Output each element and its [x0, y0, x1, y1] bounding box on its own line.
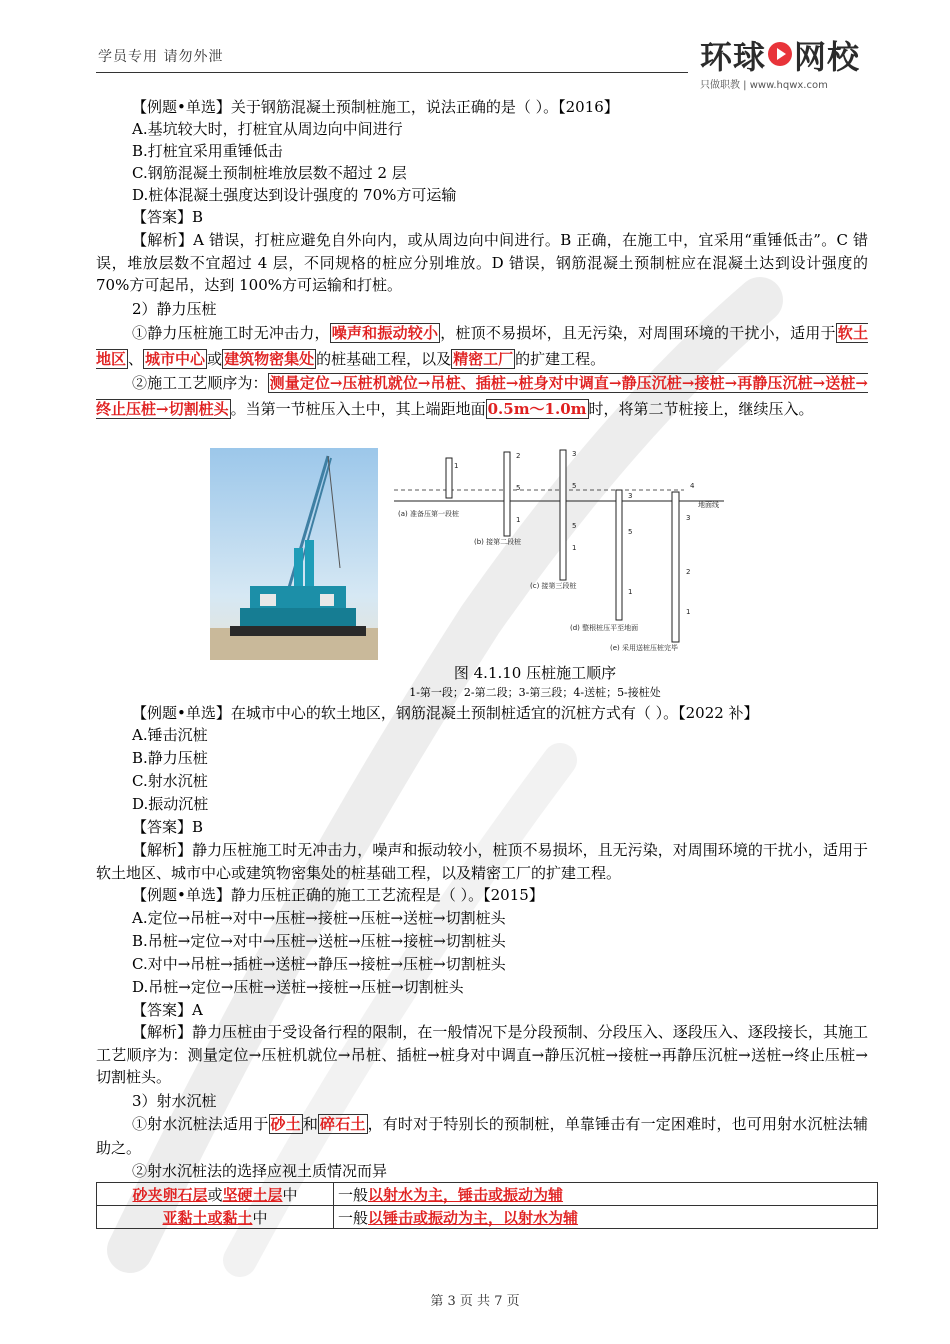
text-run: 一般	[338, 1185, 369, 1204]
table-cell-soil	[97, 1206, 334, 1229]
pile-c	[560, 450, 566, 580]
logo-text-left: 环球	[700, 38, 767, 76]
q1-option-c: C.钢筋混凝土预制桩堆放层数不超过 2 层	[132, 164, 407, 182]
text-run: ②施工工艺顺序为：	[132, 374, 268, 392]
step-label-c: (c) 接第三段桩	[530, 582, 577, 590]
label-e-1: 1	[686, 608, 691, 616]
text-run: 的桩基础工程，以及	[316, 350, 452, 368]
q1-title: 【例题•单选】关于钢筋混凝土预制桩施工，说法正确的是（ ）。【2016】	[132, 98, 619, 116]
q2-title: 【例题•单选】在城市中心的软土地区，钢筋混凝土预制桩适宜的沉桩方式有（ ）。【2022 补】	[132, 704, 759, 722]
text-run: 中	[282, 1185, 298, 1204]
highlight-sand: 砂土	[270, 1115, 301, 1133]
label-d-1: 1	[628, 588, 633, 596]
play-icon	[768, 42, 792, 66]
q3-title: 【例题•单选】静力压桩正确的施工工艺流程是（ ）。【2015】	[132, 886, 544, 904]
q2-answer: 【答案】B	[132, 818, 204, 836]
text-run: ，有时对于特别长的预制桩，单靠锤击有一定困难时，也可用射水沉桩法辅助之。	[96, 1115, 868, 1157]
soil-type: 砂夹卵石层	[132, 1185, 208, 1204]
label-c-5b: 5	[572, 522, 577, 530]
header-confidential-text: 学员专用 请勿外泄	[98, 49, 224, 65]
label-e-3: 3	[686, 514, 691, 522]
q2-option-a: A.锤击沉桩	[132, 726, 208, 744]
text-run: ①静力压桩施工时无冲击力，	[132, 324, 330, 342]
step-label-d: (d) 整根桩压平至地面	[570, 624, 639, 632]
table-row	[97, 1206, 878, 1229]
step-label-a: (a) 准备压第一段桩	[398, 510, 459, 518]
q1-analysis: 【解析】A 错误，打桩应避免自外向内，或从周边向中间进行。B 正确，在施工中，宜采用“重锤低击”。C 错误，堆放层数不宜超过 4 层，不同规格的桩应分别堆放。D 错误，钢筋混凝土预制桩应在混凝土达到设计强度的 70%方可起吊，达到 100%方可运输和打桩。	[96, 231, 868, 294]
q1-answer: 【答案】B	[132, 208, 204, 226]
soil-method-table	[96, 1182, 878, 1229]
highlight-gravel: 碎石土	[320, 1115, 366, 1133]
pile-b	[504, 452, 510, 536]
section2-paragraph-1	[96, 320, 868, 372]
text-run: 或	[207, 350, 223, 368]
label-c-5a: 5	[572, 482, 577, 490]
text-run: 、	[128, 350, 144, 368]
table-cell-method	[334, 1183, 878, 1206]
highlight-distance-range: 0.5m～1.0m	[487, 400, 587, 418]
table-cell-method	[334, 1206, 878, 1229]
step-label-b: (b) 接第二段桩	[474, 538, 522, 546]
q1-option-b: B.打桩宜采用重锤低击	[132, 142, 283, 160]
text-run: 中	[252, 1208, 268, 1227]
soil-type: 亚黏土或黏土	[162, 1208, 253, 1227]
label-e-4: 4	[690, 482, 695, 490]
text-run: ①射水沉桩法适用于	[132, 1115, 269, 1133]
pile-e	[672, 492, 679, 642]
section2-paragraph-2	[96, 370, 868, 422]
label-b-5: 5	[516, 484, 521, 492]
logo-tagline: 只做职教 | www.hqwx.com	[700, 80, 828, 91]
q3-analysis: 【解析】静力压桩由于受设备行程的限制，在一般情况下是分段预制、分段压入、逐段压入、逐段接长，其施工工艺顺序为：测量定位→压桩机就位→吊桩、插桩→桩身对中调直→静压沉桩→接桩→再静压沉桩→送桩→终止压桩→切割桩头。	[96, 1023, 868, 1086]
label-d-5: 5	[628, 528, 633, 536]
logo-text-right: 网校	[794, 38, 861, 76]
label-c-1: 1	[572, 544, 577, 552]
method-text: 以射水为主，锤击或振动为辅	[368, 1185, 564, 1204]
brand-logo	[700, 40, 872, 96]
label-b-1: 1	[516, 516, 521, 524]
section3-paragraph-2: ②射水沉桩法的选择应视土质情况而异	[132, 1162, 388, 1180]
section3-paragraph-1	[96, 1112, 868, 1160]
pile-a	[446, 458, 452, 498]
q3-option-b: B.吊桩→定位→对中→压桩→送桩→压桩→接桩→切割桩头	[132, 932, 506, 950]
label-b-2: 2	[516, 452, 521, 460]
page-number: 第 3 页 共 7 页	[430, 1294, 520, 1309]
text-run: 和	[302, 1115, 319, 1133]
soil-type: 坚硬土层	[222, 1185, 283, 1204]
highlight-precision-factory: 精密工厂	[453, 350, 514, 368]
section2-heading: 2）静力压桩	[132, 300, 217, 318]
text-run: 或	[207, 1185, 223, 1204]
q2-option-c: C.射水沉桩	[132, 772, 208, 790]
highlight-noise-low: 噪声和振动较小	[331, 324, 439, 342]
q1-option-a: A.基坑较大时，打桩宜从周边向中间进行	[132, 120, 403, 138]
highlight-dense-buildings: 建筑物密集处	[224, 350, 315, 368]
pile-driver-photo	[210, 448, 378, 660]
section3-heading: 3）射水沉桩	[132, 1092, 217, 1110]
text-run: 时，将第二节桩接上，继续压入。	[588, 400, 814, 418]
label-c-3: 3	[572, 450, 577, 458]
highlight-process-sequence: 测量定位→压桩机就位→吊桩、插桩→桩身对中调直→静压沉桩→接桩→再静压沉桩→送桩→终止压桩→切割桩头	[96, 374, 868, 418]
label-d-3: 3	[628, 492, 633, 500]
q3-option-a: A.定位→吊桩→对中→压桩→接桩→压桩→送桩→切割桩头	[132, 909, 506, 927]
label-e-2: 2	[686, 568, 691, 576]
q3-answer: 【答案】A	[132, 1001, 203, 1019]
figure-subcaption: 1-第一段；2-第二段；3-第三段；4-送桩；5-接桩处	[409, 686, 661, 699]
q3-option-c: C.对中→吊桩→插桩→送桩→静压→接桩→压桩→切割桩头	[132, 955, 506, 973]
q3-option-d: D.吊桩→定位→压桩→送桩→接桩→压桩→切割桩头	[132, 978, 464, 996]
label-a-1: 1	[454, 462, 459, 470]
highlight-soft-soil: 软土地区	[96, 324, 868, 368]
text-run: 。当第一节桩压入土中，其上端距地面	[230, 400, 486, 418]
q2-analysis: 【解析】静力压桩施工时无冲击力，噪声和振动较小，桩顶不易损坏，且无污染，对周围环境的干扰小，适用于软土地区、城市中心或建筑物密集处的桩基础工程，以及精密工厂的扩建工程。	[96, 841, 868, 882]
header-divider	[96, 72, 688, 73]
highlight-city-center: 城市中心	[145, 350, 206, 368]
q2-option-b: B.静力压桩	[132, 749, 208, 767]
q1-option-d: D.桩体混凝土强度达到设计强度的 70%方可运输	[132, 186, 457, 204]
figure-caption: 图 4.1.10 压桩施工顺序	[453, 664, 617, 682]
table-cell-soil	[97, 1183, 334, 1206]
ground-label: 地面线	[698, 501, 719, 509]
table-row	[97, 1183, 878, 1206]
method-text: 以锤击或振动为主，以射水为辅	[368, 1208, 579, 1227]
text-run: 的扩建工程。	[515, 350, 606, 368]
q2-option-d: D.振动沉桩	[132, 795, 209, 813]
pile-sequence-diagram	[394, 446, 724, 658]
text-run: ，桩顶不易损坏，且无污染，对周围环境的干扰小，适用于	[440, 324, 836, 342]
step-label-e: (e) 采用送桩压桩完毕	[610, 644, 678, 652]
pile-d	[616, 490, 622, 620]
text-run: 一般	[338, 1208, 369, 1227]
